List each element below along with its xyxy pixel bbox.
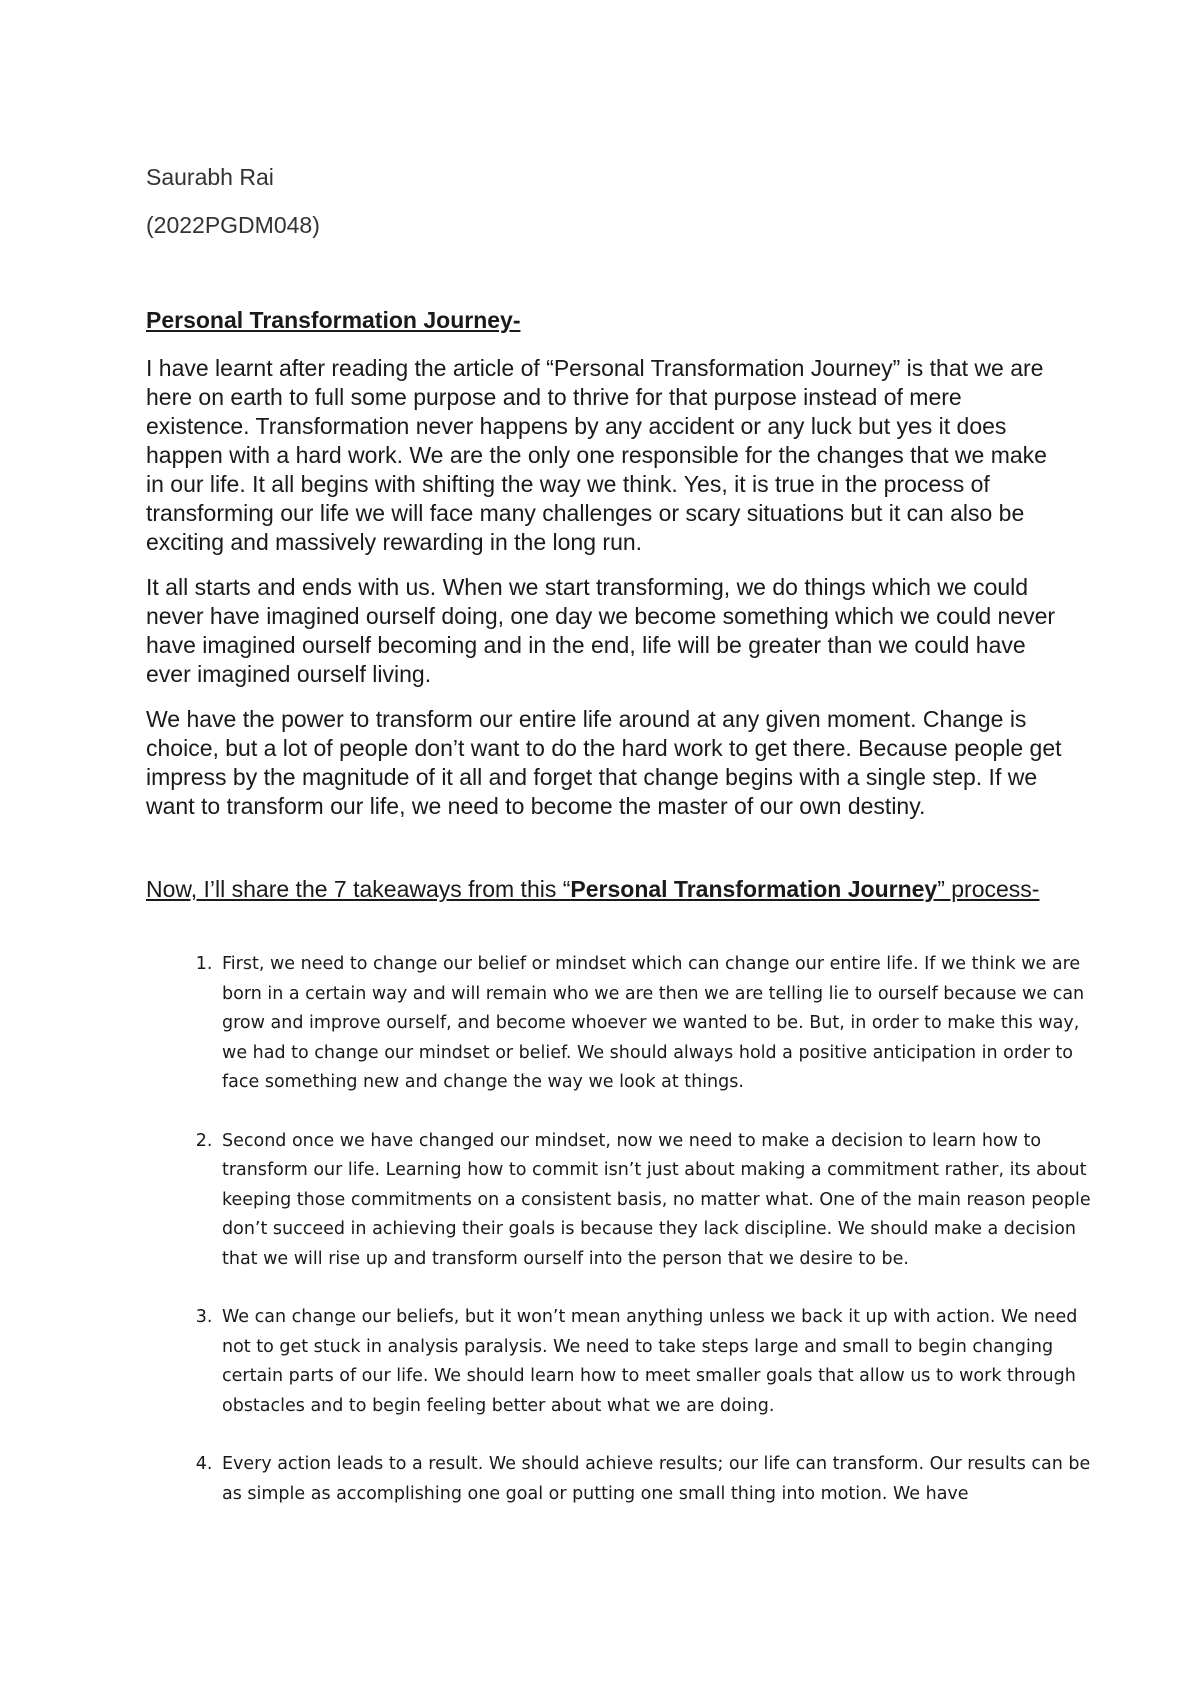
takeaways-heading-suffix: ” process- [937, 876, 1040, 902]
list-item: 3. We can change our beliefs, but it won’t mean anything unless we back it up with action. We need not to get stuck in analysis paralysis. We need to take steps large and small to begin changing certain parts of our life. We should learn how to meet smaller goals that allow us to work through obstacles and to begin feeling better about what we are doing. [218, 1303, 1108, 1421]
document-title: Personal Transformation Journey- [146, 307, 521, 333]
list-item: 2. Second once we have changed our mindset, now we need to make a decision to learn how to transform our life. Learning how to commit isn’t just about making a commitment rather, its about keeping those commitments on a consistent basis, no matter what. One of the main reason people don’t succeed in achieving their goals is because they lack discipline. We should make a decision that we will rise up and transform ourself into the person that we desire to be. [218, 1127, 1108, 1275]
student-id: (2022PGDM048) [146, 212, 320, 238]
paragraph: It all starts and ends with us. When we start transforming, we do things which we could never have imagined ourself doing, one day we become something which we could never have imagined ourself becoming and in the end, life will be greater than we could have ever imagined ourself living. [146, 574, 1056, 687]
list-item: 4. Every action leads to a result. We should achieve results; our life can transform. Our results can be as simple as accomplishing one goal or putting one small thing into motion. We have [218, 1450, 1108, 1509]
list-item: 1. First, we need to change our belief or mindset which can change our entire life. If we think we are born in a certain way and will remain who we are then we are telling lie to ourself because we can grow and improve ourself, and become whoever we wanted to be. But, in order to make this way, we had to change our mindset or belief. We should always hold a positive anticipation in order to face something new and change the way we look at things. [218, 950, 1108, 1098]
takeaways-heading-bold: Personal Transformation Journey [570, 876, 938, 902]
author-name: Saurabh Rai [146, 164, 274, 190]
takeaways-list [172, 950, 1108, 1538]
takeaways-heading [146, 875, 1046, 904]
paragraph: I have learnt after reading the article of “Personal Transformation Journey” is that we are here on earth to full some purpose and to thrive for that purpose instead of mere existence. Transformation never happens by any accident or any luck but yes it does happen with a hard work. We are the only one responsible for the changes that we make in our life. It all begins with shifting the way we think. Yes, it is true in the process of transforming our life we will face many challenges or scary situations but it can also be exciting and massively rewarding in the long run. [146, 355, 1047, 555]
body-text [146, 354, 1066, 837]
paragraph: We have the power to transform our entire life around at any given moment. Change is choice, but a lot of people don’t want to do the hard work to get there. Because people get impress by the magnitude of it all and forget that change begins with a single step. If we want to transform our life, we need to become the master of our own destiny. [146, 706, 1062, 819]
takeaways-heading-prefix: Now, I’ll share the 7 takeaways from this “ [146, 876, 571, 902]
